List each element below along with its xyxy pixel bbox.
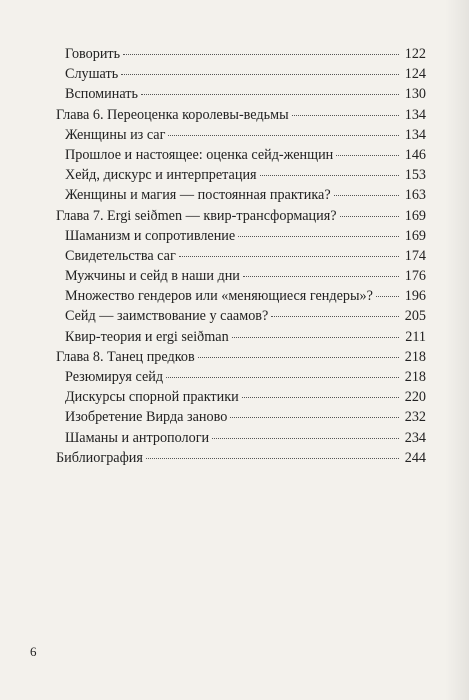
toc-entry[interactable]: [56, 266, 426, 286]
toc-entry-title: Шаманизм и сопротивление: [65, 227, 236, 244]
toc-entry[interactable]: [56, 165, 426, 185]
toc-entry[interactable]: [56, 407, 426, 427]
toc-chapter-title: Глава 6. Переоценка королевы-ведьмы: [56, 106, 289, 123]
dot-leader: [238, 236, 399, 237]
dot-leader: [260, 175, 399, 176]
toc-chapter[interactable]: [56, 105, 426, 125]
toc-entry-page: 196: [404, 288, 426, 305]
toc-entry-page: 163: [404, 187, 426, 204]
dot-leader: [292, 115, 399, 116]
dot-leader: [340, 216, 399, 217]
toc-entry-title: Хейд, дискурс и интерпретация: [65, 167, 257, 184]
toc-entry[interactable]: [56, 64, 426, 84]
dot-leader: [242, 397, 399, 398]
dot-leader: [336, 155, 399, 156]
toc-entry[interactable]: [56, 44, 426, 64]
dot-leader: [230, 417, 399, 418]
toc-entry[interactable]: [56, 125, 426, 145]
dot-leader: [334, 195, 399, 196]
toc-entry[interactable]: [56, 145, 426, 165]
toc-entry-page: 232: [404, 409, 426, 426]
toc-chapter-page: 218: [404, 348, 426, 365]
toc-chapter-page: 134: [404, 106, 426, 123]
toc-entry[interactable]: [56, 286, 426, 306]
toc-entry[interactable]: [56, 367, 426, 387]
toc-entry-page: 122: [404, 46, 426, 62]
toc-entry-page: 205: [404, 308, 426, 325]
table-of-contents: [56, 44, 426, 468]
toc-chapter[interactable]: [56, 347, 426, 367]
toc-chapter-title: Глава 8. Танец предков: [56, 348, 195, 365]
toc-entry-title: Множество гендеров или «меняющиеся гендеры»?: [65, 288, 373, 305]
toc-chapter[interactable]: [56, 448, 426, 468]
dot-leader: [121, 74, 399, 75]
toc-entry-title: Говорить: [65, 46, 121, 62]
toc-entry-page: 146: [404, 146, 426, 163]
toc-entry-title: Квир-теория и ergi seiðman: [65, 328, 229, 345]
toc-entry-page: 134: [404, 126, 426, 143]
dot-leader: [166, 377, 399, 378]
dot-leader: [141, 94, 399, 95]
toc-entry[interactable]: [56, 428, 426, 448]
toc-chapter[interactable]: [56, 206, 426, 226]
toc-entry[interactable]: [56, 185, 426, 205]
toc-entry[interactable]: [56, 327, 426, 347]
dot-leader: [243, 276, 399, 277]
toc-entry[interactable]: [56, 246, 426, 266]
dot-leader: [232, 337, 399, 338]
toc-entry-title: Женщины из саг: [65, 126, 166, 143]
toc-entry-page: 220: [404, 389, 426, 406]
page-edge-shadow: [445, 0, 469, 700]
dot-leader: [376, 296, 399, 297]
toc-entry-title: Изобретение Вирда заново: [65, 409, 228, 426]
toc-chapter-page: 169: [404, 207, 426, 224]
toc-entry-page: 218: [404, 369, 426, 385]
toc-entry[interactable]: [56, 84, 426, 104]
toc-entry-page: 130: [404, 86, 426, 103]
toc-entry-title: Женщины и магия — постоянная практика?: [65, 187, 331, 204]
dot-leader: [168, 135, 399, 136]
toc-entry-title: Свидетельства саг: [65, 247, 176, 264]
page-number: 6: [30, 644, 37, 659]
toc-chapter-page: 244: [404, 449, 426, 466]
dot-leader: [123, 54, 399, 55]
toc-entry-page: 211: [405, 328, 426, 345]
toc-entry-page: 153: [404, 167, 426, 184]
toc-entry-title: Резюмируя сейд: [65, 369, 164, 385]
toc-entry-title: Шаманы и антропологи: [65, 429, 210, 446]
dot-leader: [271, 316, 399, 317]
toc-entry-page: 124: [404, 66, 426, 83]
dot-leader: [198, 357, 399, 358]
toc-entry-page: 234: [404, 429, 426, 446]
toc-entry-page: 169: [404, 227, 426, 244]
toc-entry[interactable]: [56, 387, 426, 407]
toc-entry[interactable]: [56, 306, 426, 326]
toc-entry-title: Дискурсы спорной практики: [65, 389, 239, 406]
dot-leader: [212, 438, 399, 439]
toc-entry-title: Сейд — заимствование у саамов?: [65, 308, 269, 325]
toc-entry-page: 174: [404, 247, 426, 264]
toc-entry-title: Слушать: [65, 66, 119, 83]
toc-chapter-title: Библиография: [56, 449, 143, 466]
dot-leader: [179, 256, 399, 257]
toc-entry[interactable]: [56, 226, 426, 246]
toc-entry-title: Прошлое и настоящее: оценка сейд-женщин: [65, 146, 334, 163]
toc-entry-page: 176: [404, 268, 426, 285]
toc-entry-title: Мужчины и сейд в наши дни: [65, 268, 240, 285]
dot-leader: [146, 458, 399, 459]
toc-entry-title: Вспоминать: [65, 86, 138, 103]
toc-chapter-title: Глава 7. Ergi seiðmen — квир-трансформация?: [56, 207, 337, 224]
